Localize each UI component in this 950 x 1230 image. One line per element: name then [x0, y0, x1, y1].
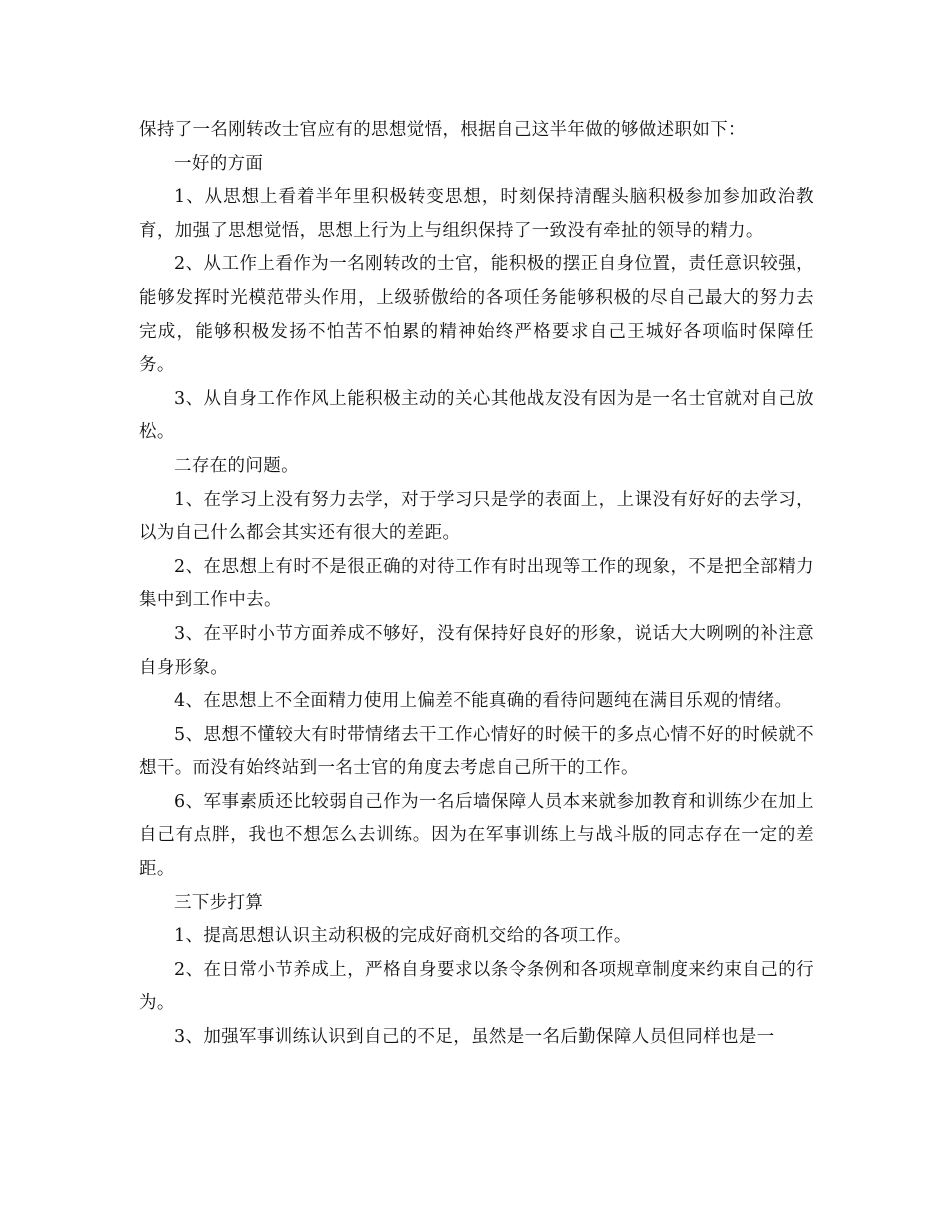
section-heading-problems: 二存在的问题。	[174, 455, 299, 476]
paragraph-problem-6: 6、军事素质还比较弱自己作为一名后墙保障人员本来就参加教育和训练少在加上自己有点胖，我也不想怎么去训练。因为在军事训练上与战斗版的同志存在一定的差距。	[139, 791, 814, 880]
paragraph-plan-3: 3、加强军事训练认识到自己的不足，虽然是一名后勤保障人员但同样也是一	[174, 1027, 775, 1048]
paragraph-strength-2: 2、从工作上看作为一名刚转改的士官，能积极的摆正自身位置，责任意识较强，能够发挥时光模范带头作用，上级骄傲给的各项任务能够积极的尽自己最大的努力去完成，能够积极发扬不怕苦不怕累的精神始终严格要求自己王城好各项临时保障任务。	[139, 254, 814, 376]
paragraph-problem-1: 1、在学习上没有努力去学，对于学习只是学的表面上，上课没有好好的去学习，以为自己什么都会其实还有很大的差距。	[139, 489, 814, 544]
paragraph-problem-3: 3、在平时小节方面养成不够好，没有保持好良好的形象，说话大大咧咧的补注意自身形象。	[139, 623, 814, 678]
paragraph-problem-5: 5、思想不懂较大有时带情绪去干工作心情好的时候干的多点心情不好的时候就不想干。而没有始终站到一名士官的角度去考虑自己所干的工作。	[139, 724, 814, 779]
section-heading-strengths: 一好的方面	[174, 153, 264, 174]
document-body	[139, 114, 814, 1055]
paragraph-plan-1: 1、提高思想认识主动积极的完成好商机交给的各项工作。	[174, 926, 632, 947]
paragraph-strength-1: 1、从思想上看着半年里积极转变思想，时刻保持清醒头脑积极参加参加政治教育，加强了思想觉悟，思想上行为上与组织保持了一致没有牵扯的领导的精力。	[139, 187, 814, 241]
paragraph-intro: 保持了一名刚转改士官应有的思想觉悟，根据自己这半年做的够做述职如下：	[139, 120, 746, 140]
paragraph-problem-2: 2、在思想上有时不是很正确的对待工作有时出现等工作的现象，不是把全部精力集中到工作中去。	[139, 556, 814, 611]
paragraph-problem-4: 4、在思想上不全面精力使用上偏差不能真确的看待问题纯在满目乐观的情绪。	[174, 691, 793, 712]
paragraph-plan-2: 2、在日常小节养成上，严格自身要求以条令条例和各项规章制度来约束自己的行为。	[139, 959, 814, 1014]
paragraph-strength-3: 3、从自身工作作风上能积极主动的关心其他战友没有因为是一名士官就对自己放松。	[139, 388, 814, 443]
section-heading-next-steps: 三下步打算	[174, 892, 264, 913]
